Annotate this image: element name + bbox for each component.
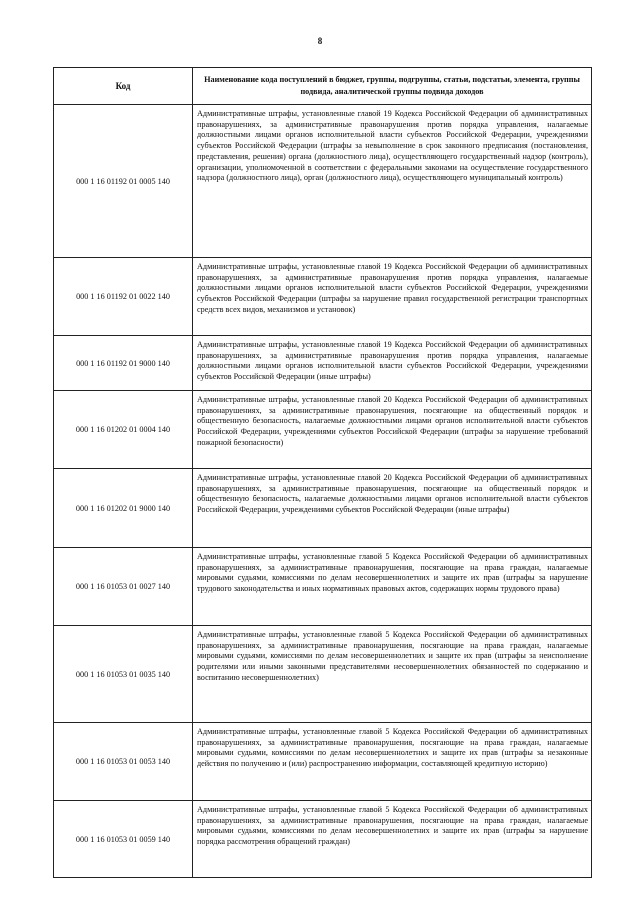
table-row xyxy=(54,469,592,548)
row-name: Административные штрафы, установленные главой 19 Кодекса Российской Федерации об административных правонарушениях, за административные правонарушения против порядка управления, налагаемые должностными лицами органов исполнительной власти субъектов Российской Федерации, учреждениями субъектов Российской Федерации (иные штрафы) xyxy=(193,336,592,391)
revenue-codes-table xyxy=(53,67,592,878)
table-body xyxy=(54,105,592,878)
row-name: Административные штрафы, установленные главой 5 Кодекса Российской Федерации об административных правонарушениях, за административные правонарушения, посягающие на права граждан, налагаемые мировыми судьями, комиссиями по делам несовершеннолетних и защите их прав (штрафы за нарушение порядка рассмотрения обращений граждан) xyxy=(193,801,592,878)
row-code: 000 1 16 01053 01 0053 140 xyxy=(54,723,193,801)
row-code: 000 1 16 01192 01 9000 140 xyxy=(54,336,193,391)
table-row xyxy=(54,723,592,801)
page-number: 8 xyxy=(317,36,323,46)
row-code: 000 1 16 01053 01 0027 140 xyxy=(54,548,193,626)
row-code: 000 1 16 01202 01 9000 140 xyxy=(54,469,193,548)
row-code: 000 1 16 01202 01 0004 140 xyxy=(54,391,193,469)
table-row xyxy=(54,391,592,469)
row-code: 000 1 16 01192 01 0005 140 xyxy=(54,105,193,258)
table-row xyxy=(54,336,592,391)
header-name: Наименование кода поступлений в бюджет, группы, подгруппы, статьи, подстатьи, элемента, группы подвида, аналитической группы подвида доходов xyxy=(193,68,592,105)
table-row xyxy=(54,801,592,878)
row-name: Административные штрафы, установленные главой 20 Кодекса Российской Федерации об административных правонарушениях, за административные правонарушения, посягающие на общественный порядок и общественную безопасность, налагаемые должностными лицами органов исполнительной власти субъектов Российской Федерации, учреждениями субъектов Российской Федерации (штрафы за нарушение требований пожарной безопасности) xyxy=(193,391,592,469)
row-name: Административные штрафы, установленные главой 19 Кодекса Российской Федерации об административных правонарушениях, за административные правонарушения против порядка управления, налагаемые должностными лицами органов исполнительной власти субъектов Российской Федерации, учреждениями субъектов Российской Федерации (штрафы за нарушение правил государственной регистрации транспортных средств всех видов, механизмов и установок) xyxy=(193,258,592,336)
table-header-row xyxy=(54,68,592,105)
row-name: Административные штрафы, установленные главой 5 Кодекса Российской Федерации об административных правонарушениях, за административные правонарушения, посягающие на права граждан, налагаемые мировыми судьями, комиссиями по делам несовершеннолетних и защите их прав (штрафы за незаконные действия по получению и (или) распространению информации, составляющей кредитную историю) xyxy=(193,723,592,801)
table-row xyxy=(54,258,592,336)
row-name: Административные штрафы, установленные главой 5 Кодекса Российской Федерации об административных правонарушениях, за административные правонарушения, посягающие на права граждан, налагаемые мировыми судьями, комиссиями по делам несовершеннолетних и защите их прав (штрафы за нарушение трудового законодательства и иных нормативных правовых актов, содержащих нормы трудового права) xyxy=(193,548,592,626)
row-code: 000 1 16 01192 01 0022 140 xyxy=(54,258,193,336)
table-row xyxy=(54,105,592,258)
row-name: Административные штрафы, установленные главой 20 Кодекса Российской Федерации об административных правонарушениях, за административные правонарушения, посягающие на общественный порядок и общественную безопасность, налагаемые должностными лицами органов исполнительной власти субъектов Российской Федерации, учреждениями субъектов Российской Федерации (иные штрафы) xyxy=(193,469,592,548)
row-name: Административные штрафы, установленные главой 5 Кодекса Российской Федерации об административных правонарушениях, за административные правонарушения, посягающие на права граждан, налагаемые мировыми судьями, комиссиями по делам несовершеннолетних и защите их прав (штрафы за неисполнение родителями или иными законными представителями несовершеннолетних обязанностей по содержанию и воспитанию несовершеннолетних) xyxy=(193,626,592,723)
header-code: Код xyxy=(54,68,193,105)
row-code: 000 1 16 01053 01 0059 140 xyxy=(54,801,193,878)
row-code: 000 1 16 01053 01 0035 140 xyxy=(54,626,193,723)
table-row xyxy=(54,626,592,723)
row-name: Административные штрафы, установленные главой 19 Кодекса Российской Федерации об административных правонарушениях, за административные правонарушения против порядка управления, налагаемые должностными лицами органов исполнительной власти субъектов Российской Федерации, учреждениями субъектов Российской Федерации (штрафы за невыполнение в срок законного предписания (постановления, представления, решения) органа (должностного лица), осуществляющего государственный надзор (контроль), организации, уполномоченной в соответствии с федеральными законами на осуществление государственного надзора (должностного лица), орган (должностного лица), осуществляющего муниципальный контроль) xyxy=(193,105,592,258)
table-row xyxy=(54,548,592,626)
